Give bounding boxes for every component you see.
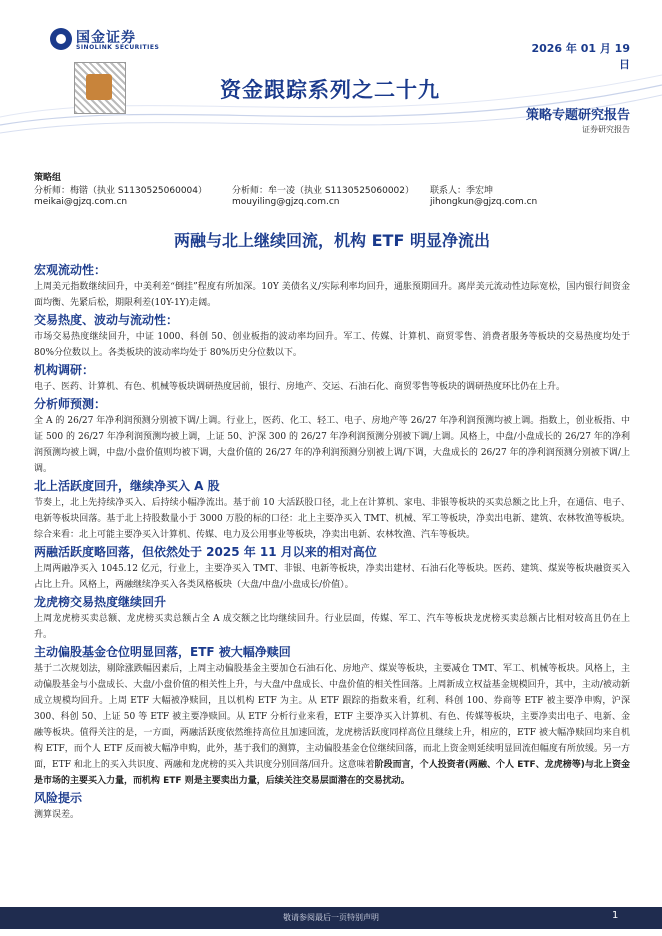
company-name: 国金证券 xyxy=(76,30,136,46)
report-subtype: 证券研究报告 xyxy=(582,125,630,134)
paragraph-emphasis: 阶段而言，个人投资者(两融、个人 ETF、龙虎榜等)与北上资金是市场的主要买入力量，而机构 ETF 则是主要卖出力量，后续关注交易层面潜在的交易扰动。 xyxy=(34,760,630,786)
section-heading: 机构调研： xyxy=(34,363,95,377)
section-heading: 龙虎榜交易热度继续回升 xyxy=(34,595,167,609)
section-heading: 风险提示 xyxy=(34,791,83,805)
company-name-en: SINOLINK SECURITIES xyxy=(76,44,160,51)
contact-name: 联系人：季宏坤 xyxy=(430,186,494,196)
section-heading: 交易热度、波动与流动性： xyxy=(34,313,179,327)
team-label: 策略组 xyxy=(34,173,62,183)
section-heading: 主动偏股基金仓位明显回落，ETF 被大幅净赎回 xyxy=(34,645,291,659)
section-heading: 分析师预测： xyxy=(34,397,107,411)
section-paragraph xyxy=(34,661,630,789)
author-name: 分析师：梅锴（执业 S1130525060004） xyxy=(34,186,208,196)
company-logo-icon xyxy=(50,28,72,50)
section-paragraph: 上周龙虎榜买卖总额、龙虎榜买卖总额占全 A 成交额之比均继续回升。行业层面，传媒、军工、汽车等板块龙虎榜买卖总额占比相对较高且仍在上升。 xyxy=(34,614,630,640)
author-email[interactable]: meikai@gjzq.com.cn xyxy=(34,197,128,207)
section-paragraph: 全 A 的 26/27 年净利润预测分别被下调/上调。行业上，医药、化工、轻工、电子、房地产等 26/27 年净利润预测均被上调。指数上，创业板指、中证 500 的 26/27 年净利润预测均被上调，上证 50、沪深 300 的 26/27 年净利润预测分别被下调/上调。风格上，中盘/小盘成长的 26/27 年的净利润预测均被上调，中盘/小盘价值则均被下调，大盘价值的 26/27 年的净利润预测分别被上调/下调，大盘成长的 26/27 年的净利润预测分别被下调/上调。 xyxy=(34,416,630,474)
author-email[interactable]: mouyiling@gjzq.com.cn xyxy=(232,197,340,207)
series-title: 资金跟踪系列之二十九 xyxy=(220,78,440,102)
section-paragraph: 节奏上，北上先持续净买入、后持续小幅净流出。基于前 10 大活跃股口径，北上在计算机、家电、非银等板块的买卖总额之比上升，在通信、电子、电新等板块回落。基于北上持股数量小于 3000 万股的标的口径：北上主要净买入 TMT、机械、军工等板块，净卖出电新、建筑、农林牧渔等板块。综合来看：北上可能主要净买入计算机、传媒、电力及公用事业等板块，净卖出电新、农林牧渔、汽车等板块。 xyxy=(34,498,630,540)
section-paragraph: 电子、医药、计算机、有色、机械等板块调研热度居前，银行、房地产、交运、石油石化、商贸零售等板块的调研热度环比仍在上升。 xyxy=(34,382,566,392)
section-heading: 宏观流动性： xyxy=(34,263,107,277)
report-body xyxy=(34,262,630,824)
contact-email[interactable]: jihongkun@gjzq.com.cn xyxy=(430,197,538,207)
footer-disclaimer[interactable]: 敬请参阅最后一页特别声明 xyxy=(283,913,379,922)
section-paragraph: 上周美元指数继续回升，中美利差“倒挂”程度有所加深。10Y 美债名义/实际利率均回升，通胀预期回升。离岸美元流动性边际宽松，国内银行间资金面均衡、先紧后松，期限利差(10Y-1Y)走阔。 xyxy=(34,282,630,308)
author-name: 分析师：牟一凌（执业 S1130525060002） xyxy=(232,186,415,196)
paragraph-text: 基于二次规划法，剔除涨跌幅因素后，上周主动偏股基金主要加仓石油石化、房地产、煤炭等板块，主要减仓 TMT、军工、机械等板块。风格上，主动偏股基金与小盘成长、大盘/小盘价值的相关性上升，与大盘/中盘成长、中盘价值的相关性回落。上周新成立权益基金规模回升，其中，主动/被动新成立规模均回升。上周 ETF 大幅被净赎回，且以机构 ETF 为主。从 ETF 跟踪的指数来看，红利、科创 100、券商等 ETF 被主要净申购，沪深 300、科创 50、上证 50 等 ETF 被主要净赎回。从 ETF 分析行业来看，ETF 主要净买入计算机、有色、传媒等板块，主要净卖出电子、电新、金融等板块。值得关注的是，一方面，两融活跃度依然维持高位且加速回流，龙虎榜活跃度同样高位且继续上升，相应的，ETF 被大幅净赎回均来自机构 ETF，而个人 ETF 反而被大幅净申购，此外，基于我们的测算，主动偏股基金仓位继续回落，而北上资金则延续明显回流但幅度有所放缓。另一方面，ETF 和北上的买入共识度、两融和龙虎榜的买入共识度分别回落/回升。这意味着 xyxy=(34,664,630,770)
section-paragraph: 测算误差。 xyxy=(34,810,80,820)
qr-logo-icon xyxy=(86,74,112,100)
section-heading: 北上活跃度回升，继续净买入 A 股 xyxy=(34,479,220,493)
page-number: 1 xyxy=(612,910,619,921)
report-date: 2026 年 01 月 19 日 xyxy=(531,42,630,71)
report-headline: 两融与北上继续回流，机构 ETF 明显净流出 xyxy=(174,231,490,250)
report-type: 策略专题研究报告 xyxy=(525,108,630,123)
section-paragraph: 上周两融净买入 1045.12 亿元，行业上，主要净买入 TMT、非银、电新等板块，净卖出建材、石油石化等板块。医药、建筑、煤炭等板块融资买入占比上升。风格上，两融继续净买入各类风格板块（大盘/中盘/小盘成长/价值）。 xyxy=(34,564,630,590)
section-heading: 两融活跃度略回落，但依然处于 2025 年 11 月以来的相对高位 xyxy=(34,545,377,559)
section-paragraph: 市场交易热度继续回升，中证 1000、科创 50、创业板指的波动率均回升。军工、传媒、计算机、商贸零售、消费者服务等板块的交易热度均处于 80%分位数以上。各类板块的波动率均处于 80%历史分位数以下。 xyxy=(34,332,630,358)
